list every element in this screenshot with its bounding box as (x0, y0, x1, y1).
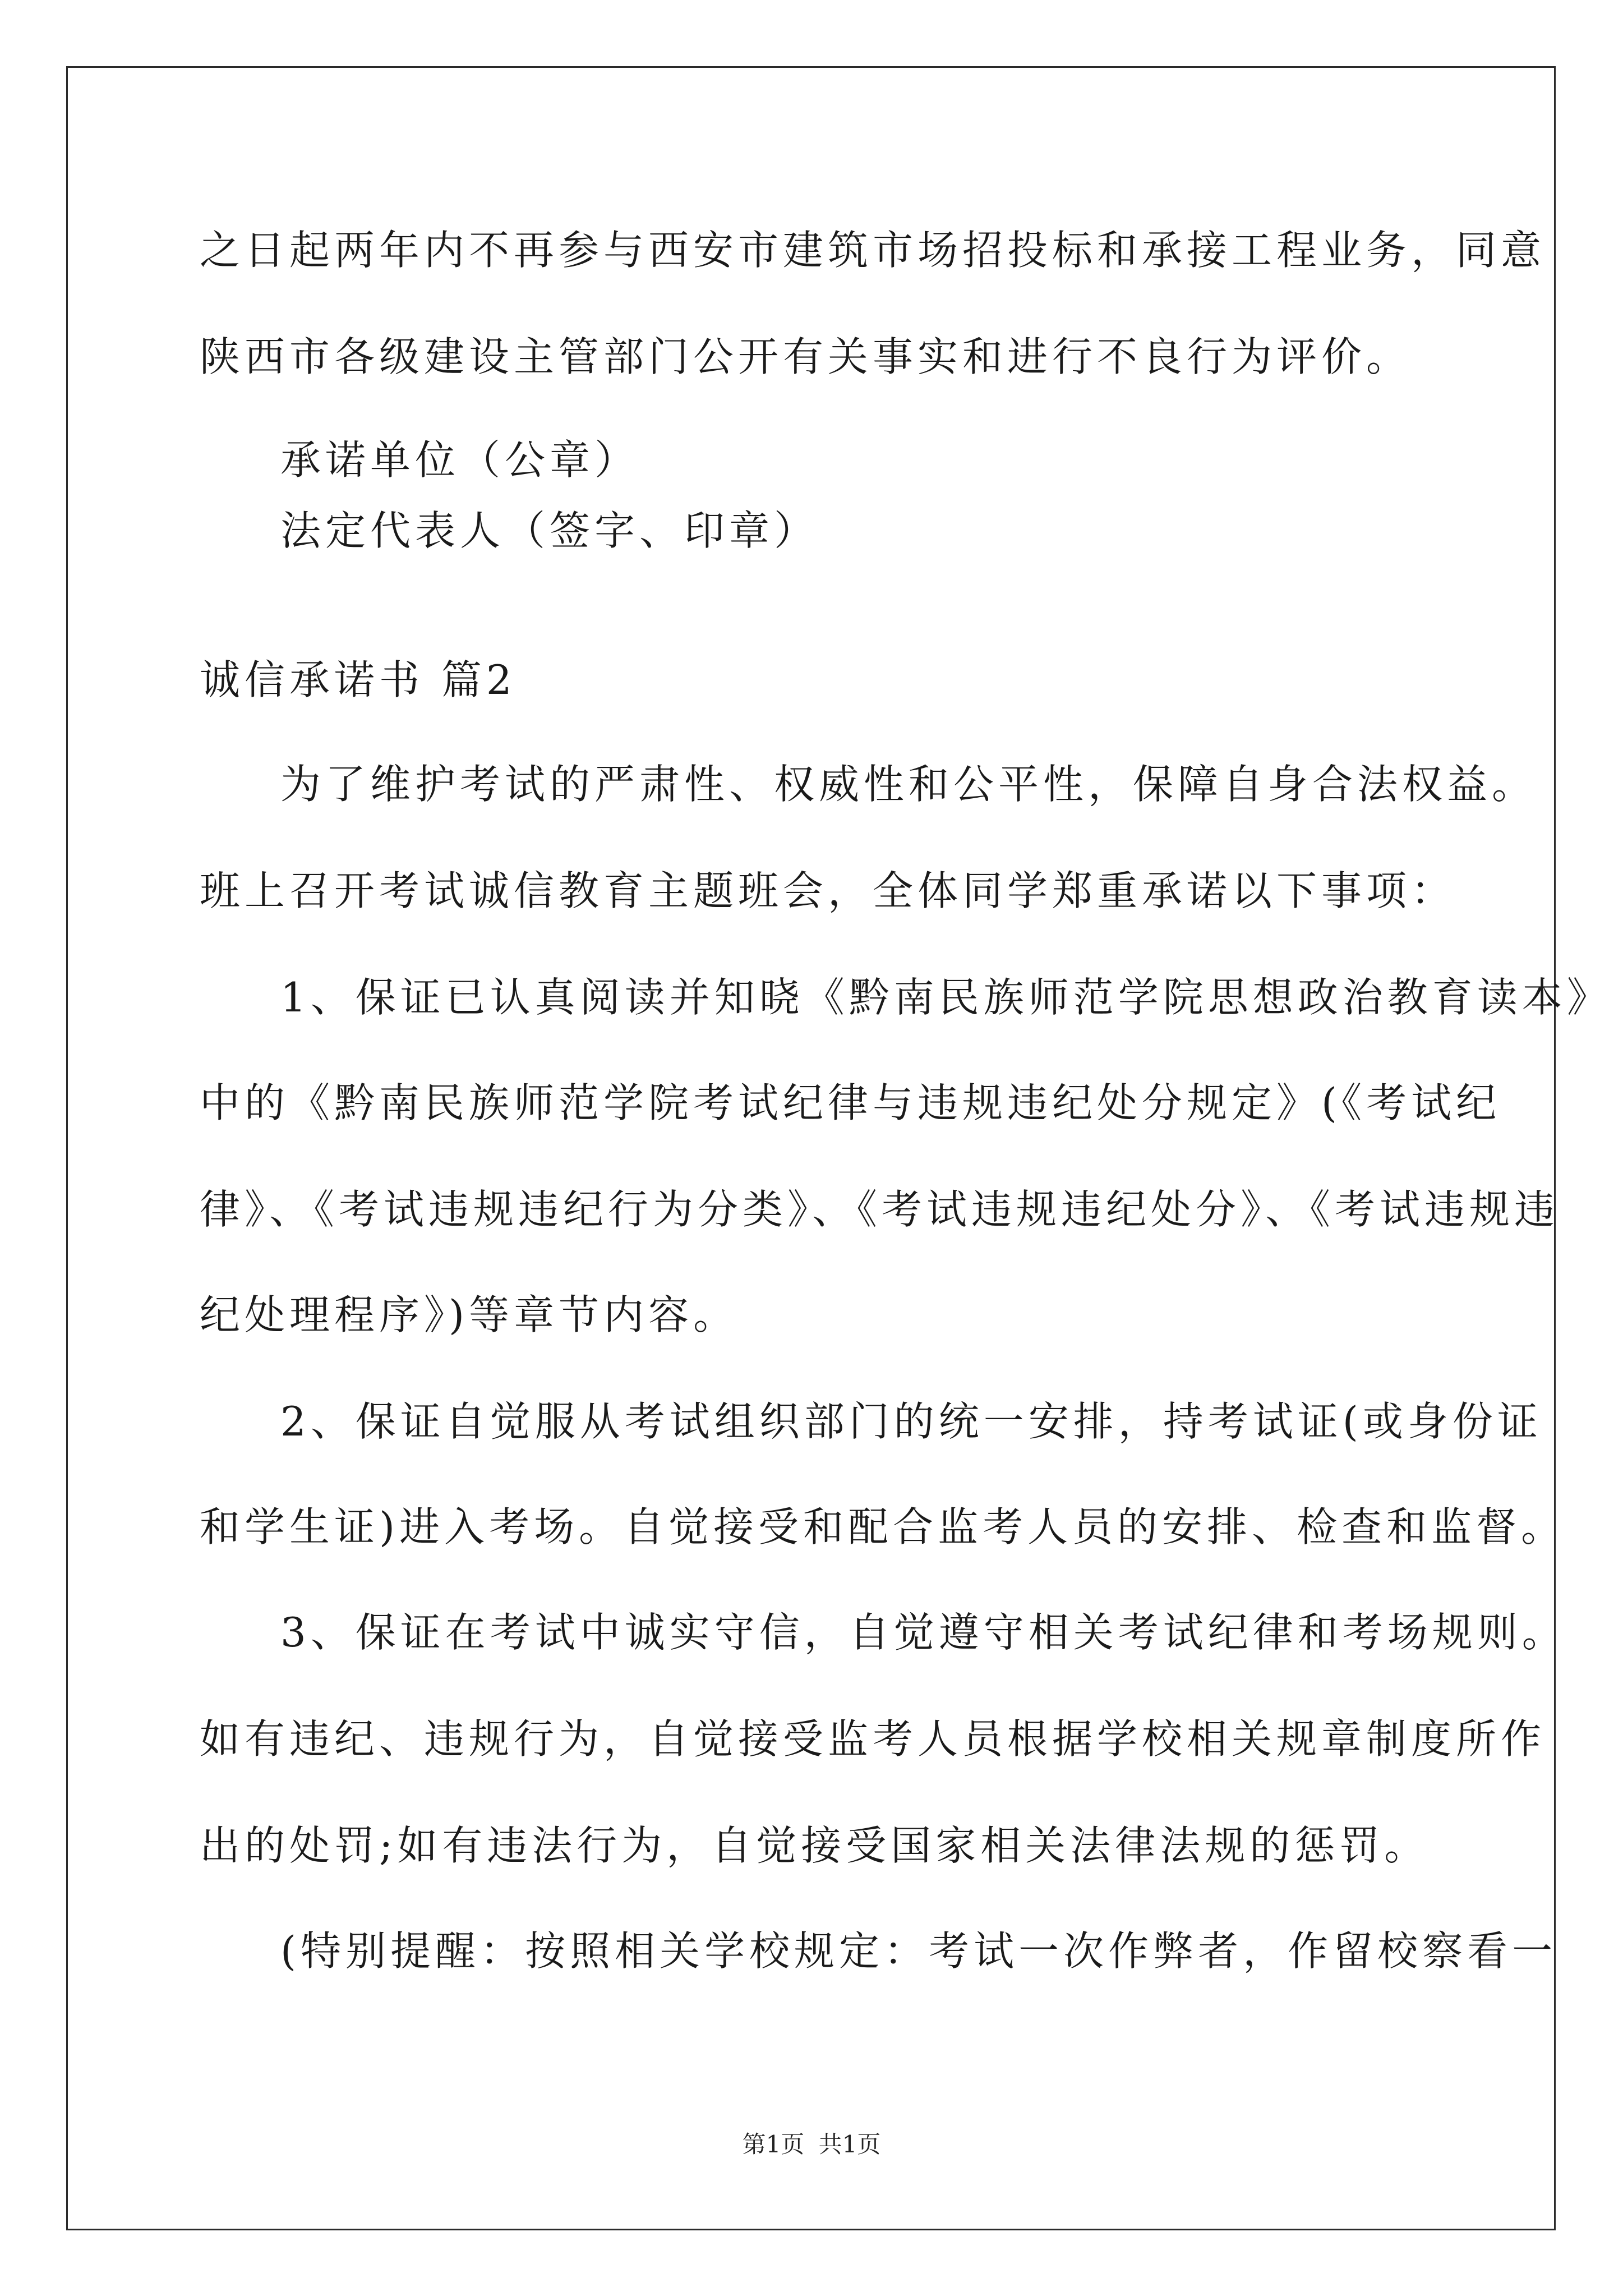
item-1-line-3: 律》、《考试违规违纪行为分类》、《考试违规违纪处分》、《考试违规违 (200, 1186, 1560, 1233)
seal-line: 承诺单位（公章） (280, 436, 640, 484)
item-1-line-4: 纪处理程序》)等章节内容。 (200, 1291, 739, 1338)
page-footer (0, 2129, 1623, 2160)
page-border (66, 66, 1556, 2230)
body-line-4: 班上召开考试诚信教育主题班会，全体同学郑重承诺以下事项： (200, 867, 1456, 914)
reminder-line: (特别提醒：按照相关学校规定：考试一次作弊者，作留校察看一 (280, 1927, 1557, 1975)
item-3-line-1: 3、保证在考试中诚实守信，自觉遵守相关考试纪律和考场规则。 (280, 1609, 1567, 1656)
total-pages: 共1页 (818, 2131, 881, 2158)
item-3-line-2: 如有违纪、违规行为，自觉接受监考人员根据学校相关规章制度所作 (200, 1715, 1546, 1763)
body-line-1: 之日起两年内不再参与西安市建筑市场招投标和承接工程业务，同意 (200, 227, 1546, 274)
body-line-2: 陕西市各级建设主管部门公开有关事实和进行不良行为评价。 (200, 333, 1412, 380)
page-number: 第1页 (742, 2131, 805, 2158)
item-2-line-2: 和学生证)进入考场。自觉接受和配合监考人员的安排、检查和监督。 (200, 1503, 1566, 1550)
item-1-line-2: 中的《黔南民族师范学院考试纪律与违规违纪处分规定》(《考试纪 (200, 1079, 1501, 1126)
item-2-line-1: 2、保证自觉服从考试组织部门的统一安排，持考试证(或身份证 (280, 1398, 1542, 1445)
body-line-3: 为了维护考试的严肃性、权威性和公平性，保障自身合法权益。 (280, 761, 1537, 808)
section-heading: 诚信承诺书 篇2 (200, 656, 517, 703)
signature-line: 法定代表人（签字、印章） (280, 507, 819, 554)
item-1-line-1: 1、保证已认真阅读并知晓《黔南民族师范学院思想政治教育读本》 (280, 974, 1612, 1021)
item-3-line-3: 出的处罚;如有违法行为，自觉接受国家相关法律法规的惩罚。 (200, 1822, 1430, 1869)
